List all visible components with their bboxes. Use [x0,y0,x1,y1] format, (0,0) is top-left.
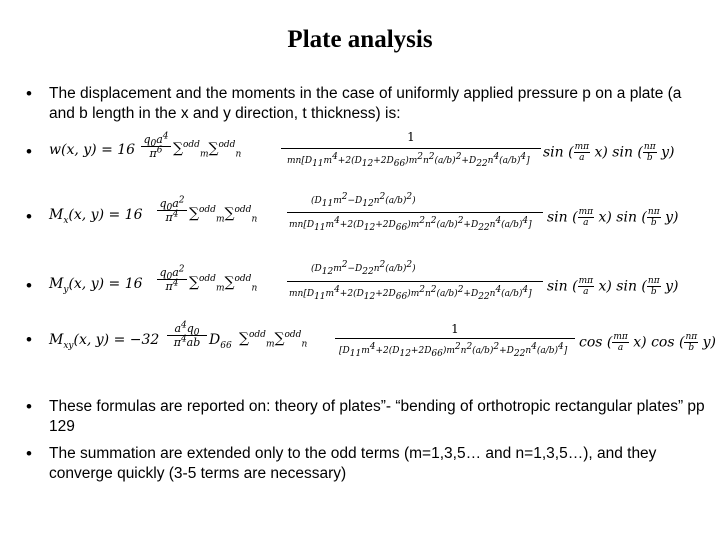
equation-my: $M_y(x$, y) = 16 $q_0a^2$ $\pi^4$ ∑$^{odd}_m$∑$^{odd}_n$ $(D_{12}m^2-D_{22}n^2(a/b)^2)$ $mn[D_{11}m^4+2(D_{12}+2D_{66})m^2n^2(a/b)^2+D_{22}n^4(a/b)^4]$ sin ( $\frac{m\pi}{a}$ x) sin ( $\frac{n\pi}{b}$ y) [49,260,679,302]
bullet-dot: • [26,207,32,226]
bullet-text: These formulas are reported on: theory of plates”- “bending of orthotropic rectangular plates” pp 129 [49,398,705,435]
bullet-dot: • [26,397,32,416]
equation-mxy: $M_{xy}(x$, y) = −32 $a^4q_0$ $\pi^4ab$ $D_{66}$ ∑$^{odd}_m$∑$^{odd}_n$ 1 $[D_{11}m^4+2(D_{12}+2D_{66})m^2n^2(a/b)^2+D_{22}n^4(a/b)^4]$ cos ( $\frac{m\pi}{a}$ x) cos ( $\frac{n\pi}{b}$ y) [49,320,716,359]
bullet-dot: • [26,84,32,103]
bullet-dot: • [26,276,32,295]
bullet-dot: • [26,142,32,161]
bullet-dot: • [26,330,32,349]
equation-w: w(x, y) = 16 $q_0a^4$ $\pi^6$ ∑$^{odd}_m$∑$^{odd}_n$ 1 $mn[D_{11}m^4+2(D_{12}+2D_{66})m^2n^2(a/b)^2+D_{22}n^4(a/b)^4]$ sin ( $\frac{m\pi}{a}$ x) sin ( $\frac{n\pi}{b}$ y) [49,130,675,169]
bullet-text: The displacement and the moments in the case of uniformly applied pressure p on a plate (a and b length in the x and y direction, t thickness) is: [49,85,682,122]
equation-mx: $M_x(x$, y) = 16 $q_0a^2$ $\pi^4$ ∑$^{odd}_m$∑$^{odd}_n$ $(D_{11}m^2-D_{12}n^2(a/b)^2)$ $mn[D_{11}m^4+2(D_{12}+2D_{66})m^2n^2(a/b)^2+D_{22}n^4(a/b)^4]$ sin ( $\frac{m\pi}{a}$ x) sin ( $\frac{n\pi}{b}$ y) [49,192,679,233]
bullet-text: The summation are extended only to the odd terms (m=1,3,5… and n=1,3,5…), and they converge quickly (3-5 terms are necessary) [49,445,657,482]
bullet-dot: • [26,444,32,463]
page-title: Plate analysis [287,26,433,53]
